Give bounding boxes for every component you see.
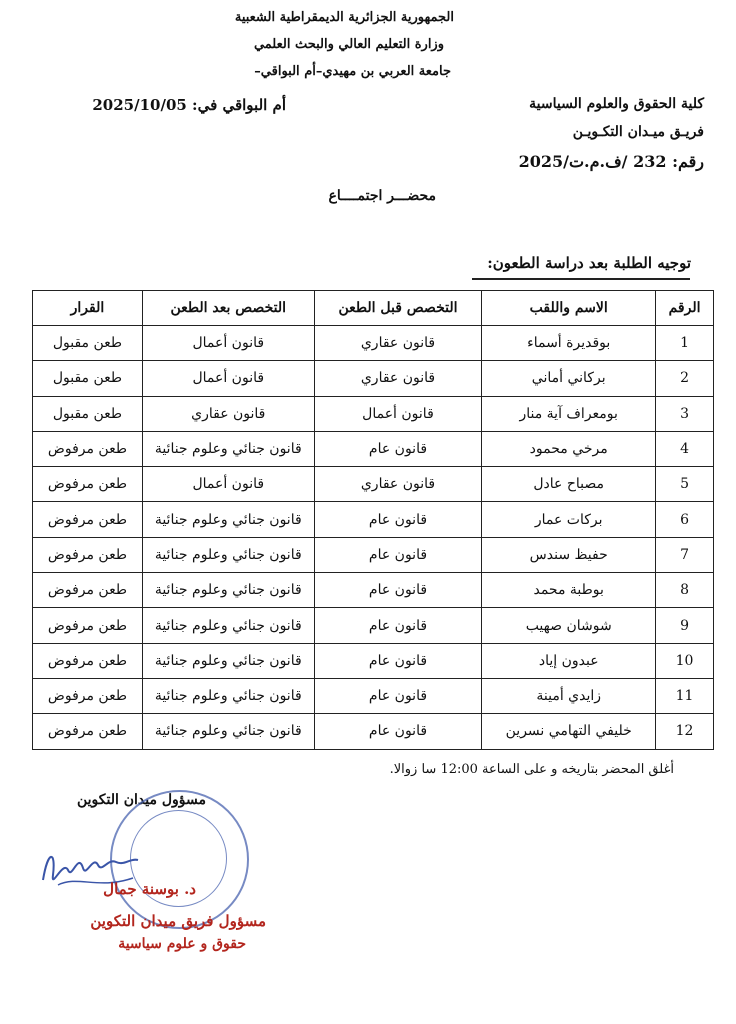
spec-before: قانون عام: [314, 608, 482, 643]
spec-after: قانون جنائي وعلوم جنائية: [142, 573, 314, 608]
row-number: 5: [656, 467, 714, 502]
table-row: [33, 537, 714, 572]
decision: طعن مرفوض: [33, 431, 143, 466]
student-name: بوطبة محمد: [482, 573, 656, 608]
decision: طعن مقبول: [33, 361, 143, 396]
student-name: بركاني أماني: [482, 361, 656, 396]
table-row: [33, 431, 714, 466]
country-title: الجمهورية الجزائرية الديمقراطية الشعبية: [234, 10, 454, 25]
ministry-title: وزارة التعليم العالي والبحث العلمي: [253, 37, 444, 52]
decision: طعن مرفوض: [33, 573, 143, 608]
closing-note: أغلق المحضر بتاريخه و على الساعة 12:00 سا زوالا.: [389, 762, 674, 777]
section-title: توجيه الطلبة بعد دراسة الطعون:: [487, 254, 691, 272]
header-spec-after: التخصص بعد الطعن: [142, 291, 314, 326]
spec-after: قانون عقاري: [142, 396, 314, 431]
spec-before: قانون عام: [314, 714, 482, 749]
decision: طعن مقبول: [33, 396, 143, 431]
appeals-table: [32, 290, 714, 750]
table-row: [33, 361, 714, 396]
student-name: مرخي محمود: [482, 431, 656, 466]
spec-after: قانون جنائي وعلوم جنائية: [142, 643, 314, 678]
spec-before: قانون عام: [314, 431, 482, 466]
table-row: [33, 467, 714, 502]
table-row: [33, 396, 714, 431]
table-row: [33, 608, 714, 643]
section-underline: [472, 278, 690, 280]
row-number: 3: [656, 396, 714, 431]
table-row: [33, 678, 714, 713]
row-number: 10: [656, 643, 714, 678]
signatory-dept: حقوق و علوم سياسية: [118, 936, 246, 952]
header-number: الرقم: [656, 291, 714, 326]
spec-before: قانون عام: [314, 573, 482, 608]
spec-before: قانون عقاري: [314, 361, 482, 396]
student-name: مصباح عادل: [482, 467, 656, 502]
table-row: [33, 573, 714, 608]
spec-after: قانون جنائي وعلوم جنائية: [142, 502, 314, 537]
spec-after: قانون جنائي وعلوم جنائية: [142, 714, 314, 749]
student-name: عبدون إياد: [482, 643, 656, 678]
row-number: 6: [656, 502, 714, 537]
spec-after: قانون جنائي وعلوم جنائية: [142, 608, 314, 643]
decision: طعن مرفوض: [33, 643, 143, 678]
decision: طعن مرفوض: [33, 502, 143, 537]
student-name: بوقديرة أسماء: [482, 326, 656, 361]
student-name: بومعراف آية منار: [482, 396, 656, 431]
student-name: زايدي أمينة: [482, 678, 656, 713]
student-name: حفيظ سندس: [482, 537, 656, 572]
spec-after: قانون جنائي وعلوم جنائية: [142, 431, 314, 466]
date-place: أم البواقي في: 2025/10/05: [92, 96, 286, 114]
decision: طعن مقبول: [33, 326, 143, 361]
decision: طعن مرفوض: [33, 537, 143, 572]
table-row: [33, 326, 714, 361]
decision: طعن مرفوض: [33, 678, 143, 713]
student-name: بركات عمار: [482, 502, 656, 537]
student-name: خليفي التهامي نسرين: [482, 714, 656, 749]
spec-before: قانون عام: [314, 643, 482, 678]
spec-before: قانون عام: [314, 678, 482, 713]
reference-number: رقم: 232 /ف.م.ت/2025: [518, 152, 704, 171]
header-name: الاسم واللقب: [482, 291, 656, 326]
document-title: محضـــر اجتمــــاع: [328, 188, 436, 204]
table-row: [33, 643, 714, 678]
row-number: 8: [656, 573, 714, 608]
spec-before: قانون عام: [314, 502, 482, 537]
table-header-row: [33, 291, 714, 326]
row-number: 4: [656, 431, 714, 466]
signatory-role: مسؤول فريق ميدان التكوين: [90, 912, 266, 930]
spec-after: قانون جنائي وعلوم جنائية: [142, 678, 314, 713]
spec-before: قانون أعمال: [314, 396, 482, 431]
table-row: [33, 502, 714, 537]
row-number: 12: [656, 714, 714, 749]
spec-before: قانون عقاري: [314, 326, 482, 361]
decision: طعن مرفوض: [33, 608, 143, 643]
table-row: [33, 714, 714, 749]
spec-before: قانون عام: [314, 537, 482, 572]
signatory-title: مسؤول ميدان التكوين: [76, 792, 206, 808]
team-title: فريـق ميـدان التكـويـن: [572, 124, 704, 140]
spec-before: قانون عقاري: [314, 467, 482, 502]
row-number: 11: [656, 678, 714, 713]
decision: طعن مرفوض: [33, 714, 143, 749]
header-decision: القرار: [33, 291, 143, 326]
row-number: 9: [656, 608, 714, 643]
decision: طعن مرفوض: [33, 467, 143, 502]
faculty-title: كلية الحقوق والعلوم السياسية: [529, 96, 704, 112]
row-number: 1: [656, 326, 714, 361]
university-title: جامعة العربي بن مهيدي–أم البواقي–: [254, 64, 451, 79]
student-name: شوشان صهيب: [482, 608, 656, 643]
spec-after: قانون جنائي وعلوم جنائية: [142, 537, 314, 572]
row-number: 2: [656, 361, 714, 396]
signatory-name: د. بوسنة جمال: [103, 880, 196, 898]
spec-after: قانون أعمال: [142, 361, 314, 396]
row-number: 7: [656, 537, 714, 572]
spec-after: قانون أعمال: [142, 326, 314, 361]
spec-after: قانون أعمال: [142, 467, 314, 502]
header-spec-before: التخصص قبل الطعن: [314, 291, 482, 326]
